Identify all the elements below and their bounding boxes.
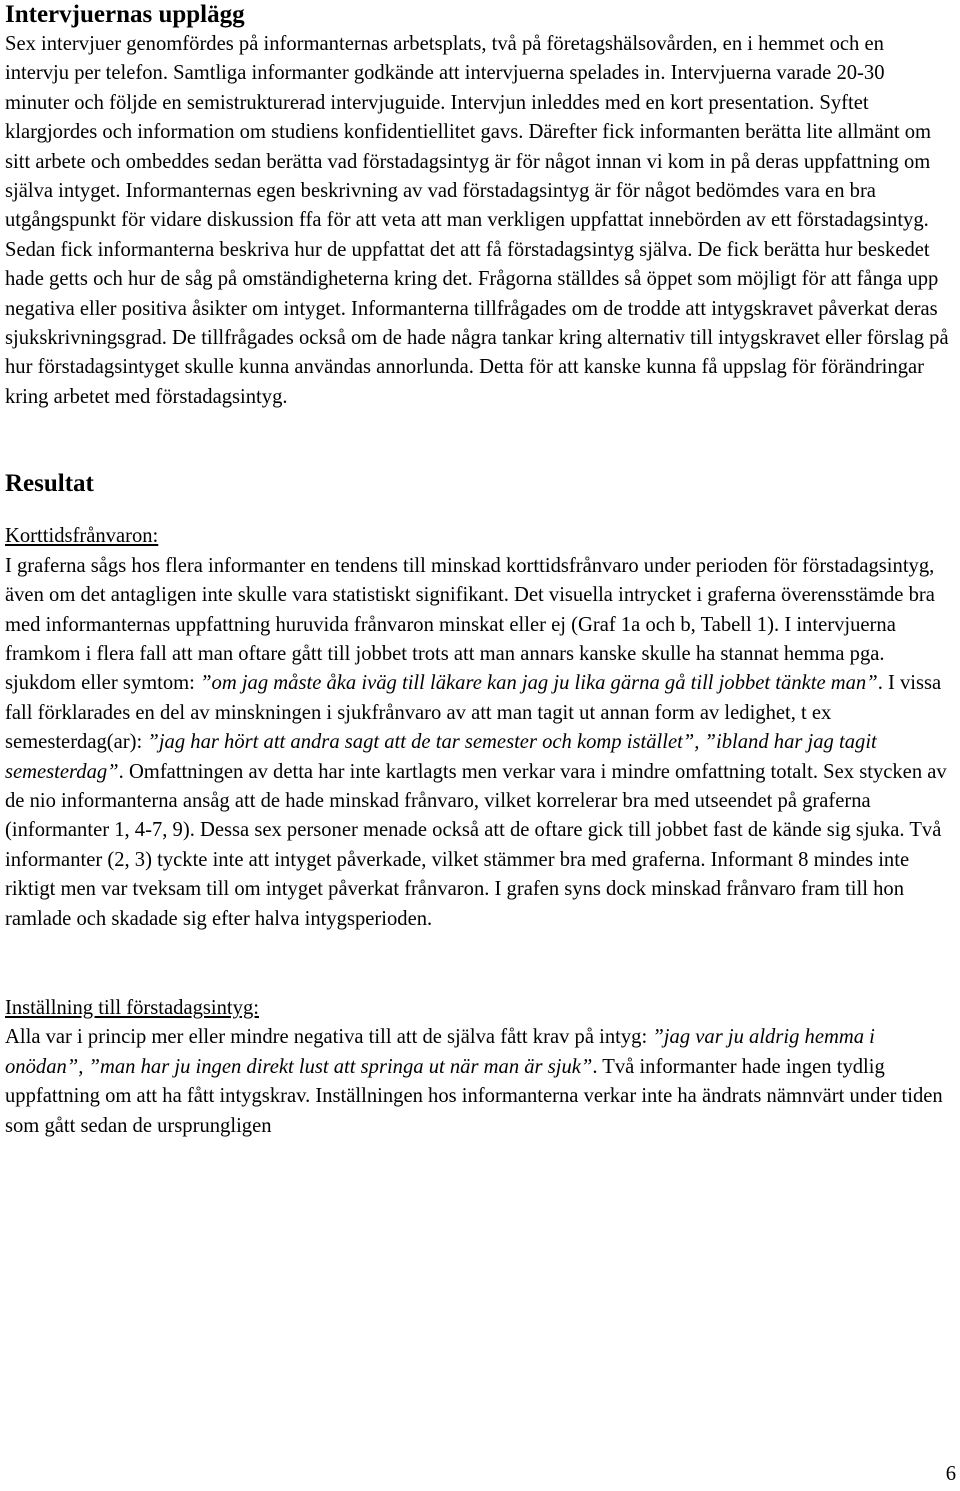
paragraph-installning <box>5 1023 953 1141</box>
section-heading-intervjuernas-upplagg: Intervjuernas upplägg <box>5 1 245 28</box>
text-segment: I graferna sågs hos flera informanter en tendens till minskad korttidsfrånvaro under perioden för förstadagsintyg, även om det antagligen inte skulle vara statistiskt signifikant. Det visuella intrycket i graferna överensstämde bra med informanternas uppfattning huruvida frånvaron minskat eller ej (Graf 1a och b, Tabell 1). I intervjuerna framkom i flera fall att man oftare gått till jobbet trots att man annars kanske skulle ha stannat hemma pga. sjukdom eller symtom: <box>5 554 935 695</box>
text-segment: . I vissa fall förklarades en del av minskningen i sjukfrånvaro av att man tagit ut annan form av ledighet, t ex semesterdag(ar): <box>5 672 942 754</box>
document-page <box>5 0 953 1141</box>
text-segment: . Omfattningen av detta har inte kartlagts men verkar vara i mindre omfattning totalt. Sex stycken av de nio informanterna ansåg att de hade minskad frånvaro, vilket korrelerar bra med utseendet på graferna (informanter 1, 4-7, 9). Dessa sex personer menade också att de oftare gick till jobbet fast de kände sig sjuka. Två informanter (2, 3) tyckte inte att intyget påverkade, vilket stämmer bra med graferna. Informant 8 mindes inte riktigt men var tveksam till om intyget påverkat frånvaron. I grafen syns dock minskad frånvaro fram till hon ramlade och skadade sig efter halva intygsperioden. <box>5 760 947 930</box>
section-heading-resultat: Resultat <box>5 470 94 498</box>
text-segment: Alla var i princip mer eller mindre negativa till att de själva fått krav på intyg: <box>5 1026 653 1049</box>
text-segment: . Två informanter hade ingen tydlig uppfattning om att ha fått intygskrav. Inställningen hos informanterna verkar inte ha ändrats nämnvärt under tiden som gått sedan de ursprungligen <box>5 1055 943 1137</box>
subheading-installning: Inställning till förstadagsintyg: <box>5 996 259 1019</box>
quote-text: ”jag var ju aldrig hemma i onödan”, ”man har ju ingen direkt lust att springa ut när man är sjuk” <box>5 1026 875 1078</box>
paragraph-intervjuernas-upplagg: Sex intervjuer genomfördes på informanternas arbetsplats, två på företagshälsovården, en i hemmet och en intervju per telefon. Samtliga informanter godkände att intervjuerna spelades in. Intervjuerna varade 20-30 minuter och följde en semistrukturerad intervjuguide. Intervjun inleddes med en kort presentation. Syftet klargjordes och information om studiens konfidentiellitet gavs. Därefter fick informanten berätta lite allmänt om sitt arbete och ombeddes sedan berätta vad förstadagsintyg är för något innan vi kom in på deras uppfattning om själva intyget. Informanternas egen beskrivning av vad förstadagsintyg är för något bedömdes vara en bra utgångspunkt för vidare diskussion ffa för att veta att man verkligen uppfattat innebörden av ett förstadagsintyg. Sedan fick informanterna beskriva hur de uppfattat det att få förstadagsintyg själva. De fick berätta hur beskedet hade getts och hur de såg på omständigheterna kring det. Frågorna ställdes så öppet som möjligt för att fånga upp negativa eller positiva åsikter om intyget. Informanterna tillfrågades om de trodde att intygskravet påverkat deras sjukskrivningsgrad. De tillfrågades också om de hade några tankar kring alternativ till intygskravet eller förslag på hur förstadagsintyget skulle kunna användas annorlunda. Detta för att kanske kunna få uppslag för förändringar kring arbetet med förstadagsintyg. <box>5 33 949 408</box>
subheading-korttidsfranvaron: Korttidsfrånvaron: <box>5 525 159 548</box>
quote-text: ”om jag måste åka iväg till läkare kan jag ju lika gärna gå till jobbet tänkte man” <box>200 672 878 695</box>
page-number: 6 <box>945 1463 956 1485</box>
quote-text: ”jag har hört att andra sagt att de tar semester och komp istället”, ”ibland har jag tagit semesterdag” <box>5 731 877 783</box>
paragraph-korttidsfranvaron <box>5 552 953 934</box>
